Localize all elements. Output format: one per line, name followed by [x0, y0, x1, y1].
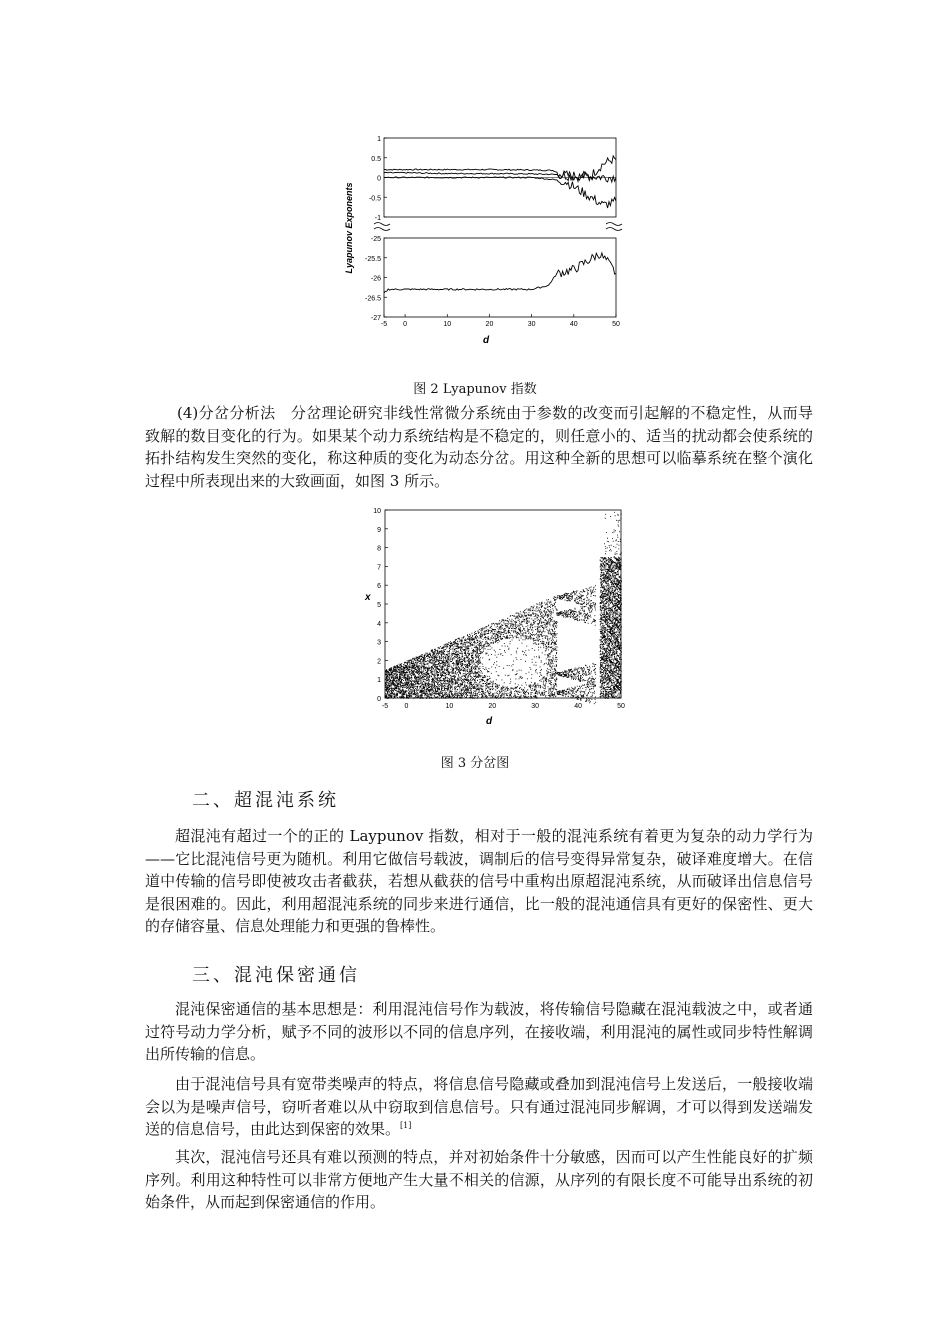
- x-tick-label: 50: [612, 321, 620, 328]
- y-tick-label: 1: [377, 136, 381, 143]
- y-tick-label: -27: [370, 315, 381, 322]
- y-tick-label: -1: [374, 215, 381, 222]
- x-tick-label: 0: [404, 703, 409, 710]
- x-tick-label: 40: [574, 703, 582, 710]
- y-tick-label: 9: [377, 526, 381, 534]
- paragraph-bifurcation-analysis: [145, 402, 813, 492]
- x-tick-label: -5: [381, 703, 389, 710]
- x-tick-label: 30: [531, 703, 540, 710]
- bifurcation-points: [385, 512, 622, 704]
- x-tick-label: 0: [403, 321, 408, 328]
- figure-3-bifurcation-chart: [355, 502, 635, 727]
- y-tick-label: -0.5: [368, 195, 381, 203]
- y-tick-label: 0: [377, 175, 381, 183]
- lyapunov-series-5: [384, 253, 616, 293]
- paragraph-spread-spectrum: [145, 1146, 813, 1214]
- y-axis-label: Lyapunov Exponents: [344, 182, 354, 274]
- y-tick-label: -25: [370, 236, 381, 243]
- x-tick-label: 10: [445, 703, 454, 710]
- x-axis-label: d: [485, 716, 493, 727]
- x-tick-label: 40: [569, 321, 578, 328]
- y-tick-label: 4: [377, 620, 381, 628]
- paragraph-text: 超混沌有超过一个的正的 Laypunov 指数，相对于一般的混沌系统有着更为复杂的动力学行为——它比混沌信号更为随机。利用它做信号载波，调制后的信号变得异常复杂，破译难度增大。在信道中传输的信号即使被攻击者截获，若想从截获的信号中重构出原超混沌系统，从而破译出信息信号是很困难的。因此，利用超混沌系统的同步来进行通信，比一般的混沌通信具有更好的保密性、更大的存储容量、信息处理能力和更强的鲁棒性。: [145, 827, 813, 935]
- y-tick-label: 1: [377, 677, 381, 685]
- axis-break-right-icon: [606, 223, 622, 231]
- x-tick-label: -5: [380, 321, 388, 328]
- x-tick-label: 50: [617, 703, 625, 710]
- y-tick-label: 0: [377, 696, 381, 703]
- x-tick-label: 30: [527, 321, 536, 328]
- figure-2-svg: [330, 128, 630, 350]
- paragraph-noise-like-signal: [145, 1073, 813, 1141]
- y-tick-label: 7: [377, 564, 381, 572]
- y-tick-label: -25.5: [365, 255, 381, 263]
- figure-2-lyapunov-chart: [330, 128, 630, 350]
- paragraph-text: 混沌保密通信的基本思想是：利用混沌信号作为载波，将传输信号隐藏在混沌载波之中，或者通过符号动力学分析，赋予不同的波形以不同的信息序列，在接收端，利用混沌的属性或同步特性解调出所传输的信息。: [145, 1000, 813, 1063]
- lyapunov-series-4: [384, 177, 616, 208]
- figure-3-svg: [355, 502, 635, 727]
- paragraph-text: 其次，混沌信号还具有难以预测的特点，并对初始条件十分敏感，因而可以产生性能良好的扩频序列。利用这种特性可以非常方便地产生大量不相关的信源，从序列的有限长度不可能导出系统的初始条件，从而起到保密通信的作用。: [145, 1148, 813, 1211]
- y-tick-label: 2: [377, 658, 381, 666]
- x-tick-label: 20: [485, 321, 494, 328]
- y-tick-label: -26: [370, 275, 381, 283]
- paragraph-secure-communication-idea: [145, 998, 813, 1066]
- y-tick-label: 3: [377, 639, 381, 647]
- lower-plot-frame: [384, 238, 616, 317]
- y-tick-label: -26.5: [365, 295, 381, 303]
- figure-2-caption: 图 2 Lyapunov 指数: [413, 382, 537, 397]
- y-tick-label: 6: [377, 583, 381, 591]
- paragraph-text: (4)分岔分析法 分岔理论研究非线性常微分系统由于参数的改变而引起解的不稳定性，从而导致解的数目变化的行为。如果某个动力系统结构是不稳定的，则任意小的、适当的扰动都会使系统的拓扑结构发生突然的变化，称这种质的变化为动态分岔。用这种全新的思想可以临摹系统在整个演化过程中所表现出来的大致画面，如图 3 所示。: [145, 404, 813, 490]
- y-tick-label: 8: [377, 545, 381, 553]
- citation-ref[interactable]: [1]: [400, 1121, 412, 1130]
- y-tick-label: 10: [373, 508, 381, 515]
- x-axis-label: d: [482, 335, 490, 346]
- figure-3-caption: 图 3 分岔图: [440, 756, 510, 771]
- section-heading-hyperchaos: 二、超混沌系统: [192, 790, 339, 811]
- plot-frame: [385, 510, 621, 698]
- paragraph-hyperchaos: [145, 825, 813, 938]
- x-tick-label: 20: [488, 703, 497, 710]
- y-tick-label: 5: [377, 602, 381, 609]
- paragraph-text: 由于混沌信号具有宽带类噪声的特点，将信息信号隐藏或叠加到混沌信号上发送后，一般接收端会以为是噪声信号，窃听者难以从中窃取到信息信号。只有通过混沌同步解调，才可以得到发送端发送的信息信号，由此达到保密的效果。: [145, 1075, 813, 1138]
- x-tick-label: 10: [443, 321, 452, 328]
- y-tick-label: 0.5: [371, 155, 381, 163]
- axis-break-left-icon: [374, 223, 390, 231]
- section-heading-secure-communication: 三、混沌保密通信: [192, 965, 360, 986]
- y-axis-label: x: [365, 592, 371, 603]
